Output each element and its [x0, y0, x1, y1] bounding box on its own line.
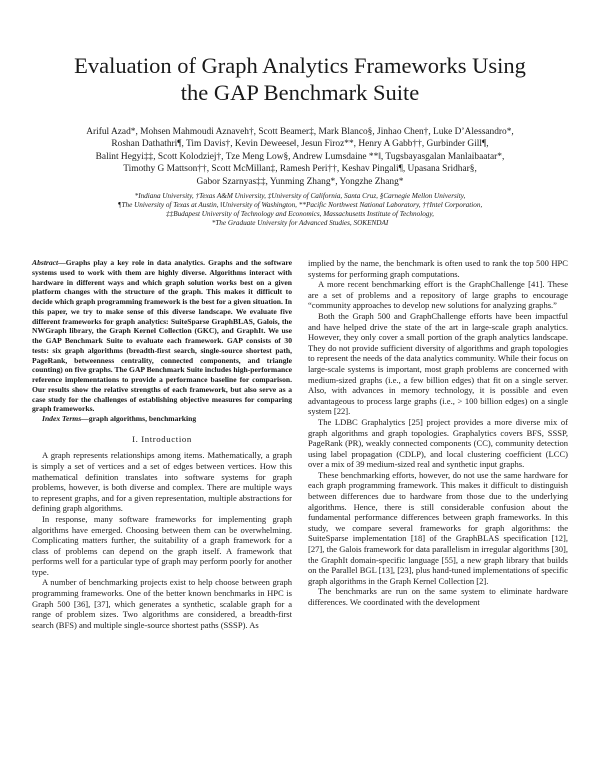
affiliation-line: ¶The University of Texas at Austin, ‖University of Washington, **Pacific Northwest National Laboratory, ††Intel Corporation, — [117, 200, 483, 209]
title-line: Evaluation of Graph Analytics Frameworks Using — [74, 53, 526, 78]
abstract-label: Abstract — [32, 258, 59, 267]
index-terms-text: —graph algorithms, benchmarking — [81, 414, 197, 423]
affiliations — [20, 192, 580, 228]
paper-title — [0, 52, 600, 106]
body-paragraph: These benchmarking efforts, however, do not use the same hardware for each graph programming framework. This makes it difficult to distinguish between differences due to hardware from those due to the underlying algorithms. Hence, there is still considerable confusion about the fundamental performance differences between graph frameworks. In this study, we compare several frameworks for graph algorithms: the SuiteSparse implementation [18] of the GraphBLAS specification [12], [27], the Galois framework for data parallelism in irregular algorithms [30], the GraphIt domain-specific language [55], a new graph library that builds on the Parallel BGL [13], [23], plus hand-tuned implementations of specific graph algorithms in the Graph Kernel Collection [2]. — [308, 469, 568, 586]
body-paragraph: A graph represents relationships among items. Mathematically, a graph is simply a set of vertices and a set of edges between vertices. How this mathematical definition translates into software systems for graph problems, however, is both diverse and complex. There are multiple ways to represent graphs, and for a given representation, multiple abstractions for defining graph algorithms. — [32, 450, 292, 514]
abstract — [32, 258, 292, 414]
body-paragraph: The benchmarks are run on the same system to eliminate hardware differences. We coordinated with the development — [308, 586, 568, 607]
author-line: Balint Hegyi‡‡, Scott Kolodziej†, Tze Meng Low§, Andrew Lumsdaine **‖, Tugsbayasgalan Manlaibaatar*, — [95, 151, 505, 162]
author-line: Timothy G Mattson††, Scott McMillan‡, Ramesh Peri††, Keshav Pingali¶, Upasana Sridhar§, — [123, 164, 477, 175]
body-paragraph: In response, many software frameworks for implementing graph algorithms have emerged. Choosing between them can be overwhelming. Complicating matters further, the suitability of a graph framework for a class of problems can depend on the graph itself. A framework that performs well for a particular type of graph may perform poorly for another type. — [32, 513, 292, 577]
affiliation-line: ‡‡Budapest University of Technology and Economics, Massachusetts Institute of Technology, — [166, 209, 434, 218]
affiliation-line: *The Graduate University for Advanced Studies, SOKENDAI — [211, 218, 389, 227]
author-list — [20, 126, 580, 188]
affiliation-line: *Indiana University, †Texas A&M University, ‡University of California, Santa Cruz, §Carnegie Mellon University, — [134, 192, 466, 200]
abstract-text: —Graphs play a key role in data analytics. Graphs and the software systems used to work with them are highly diverse. Algorithms interact with hardware in different ways and which graph solution works best on a given platform changes with the structure of the graph. This makes it difficult to decide which graph programming framework is the best for a given situation. In this paper, we try to make sense of this diverse landscape. We evaluate five different frameworks for graph analytics: SuiteSparse GraphBLAS, Galois, the NWGraph library, the Graph Kernel Collection (GKC), and GraphIt. We use the GAP Benchmark Suite to evaluate each framework. GAP consists of 30 tests: six graph algorithms (breadth-first search, single-source shortest path, PageRank, betweenness centrality, connected components, and triangle counting) on five graphs. The GAP Benchmark Suite includes high-performance reference implementations to provide a performance baseline for comparison. Our results show the relative strengths of each framework, but also serve as a case study for the challenges of establishing objective measures for comparing graph frameworks. — [32, 258, 292, 414]
body-paragraph: A number of benchmarking projects exist to help choose between graph programming frameworks. One of the better known benchmarks in HPC is Graph 500 [36], [37], which generates a synthetic, scalable graph for a range of problem sizes. Two algorithms are considered, a breadth-first search (BFS) and multiple single-source shortest paths (SSSP). As — [32, 577, 292, 630]
body-paragraph: A more recent benchmarking effort is the GraphChallenge [41]. These are a set of problems and a repository of large graphs to encourage “community approaches to develop new solutions for analyzing graphs.” — [308, 279, 568, 311]
body-paragraph: The LDBC Graphalytics [25] project provides a more diverse mix of graph algorithms and graph topologies. Graphalytics covers BFS, SSSP, PageRank (PR), weakly connected components (CC), community detection using label propagation (CDLP), and local clustering coefficient (LCC) over a mix of 39 medium-sized real and synthetic input graphs. — [308, 416, 568, 470]
author-line: Ariful Azad*, Mohsen Mahmoudi Aznaveh†, Scott Beamer‡, Mark Blanco§, Jinhao Chen†, Luke D’Alessandro*, — [86, 127, 514, 137]
author-line: Gabor Szarnyas‡‡, Yunming Zhang*, Yongzhe Zhang* — [196, 176, 404, 187]
index-terms — [32, 414, 292, 424]
right-column — [308, 258, 568, 608]
title-line: the GAP Benchmark Suite — [180, 80, 420, 105]
body-paragraph: implied by the name, the benchmark is often used to rank the top 500 HPC systems for performing graph computations. — [308, 258, 568, 279]
body-paragraph: Both the Graph 500 and GraphChallenge efforts have been impactful and have helped drive the state of the art in large-scale graph analytics. However, they only cover a small portion of the graph analytics landscape. They do not provide sufficient diversity of algorithms and graph topologies to represent the needs of the data analytics community. While their focus on large-scale systems is important, most graph problems are concerned with medium-sized graphs (i.e., a few billion edges) that fit on a single server. Also, with advances in memory technology, it is possible and even advantageous to process large graphs (i.e., > 100 billion edges) on a single system [22]. — [308, 310, 568, 417]
author-line: Roshan Dathathri¶, Tim Davis†, Kevin Deweese‖, Jesun Firoz**, Henry A Gabb††, Gurbinder Gill¶, — [111, 139, 489, 150]
section-heading-introduction: I. Introduction — [132, 433, 192, 444]
left-column — [32, 258, 292, 630]
index-terms-label: Index Terms — [42, 414, 82, 423]
